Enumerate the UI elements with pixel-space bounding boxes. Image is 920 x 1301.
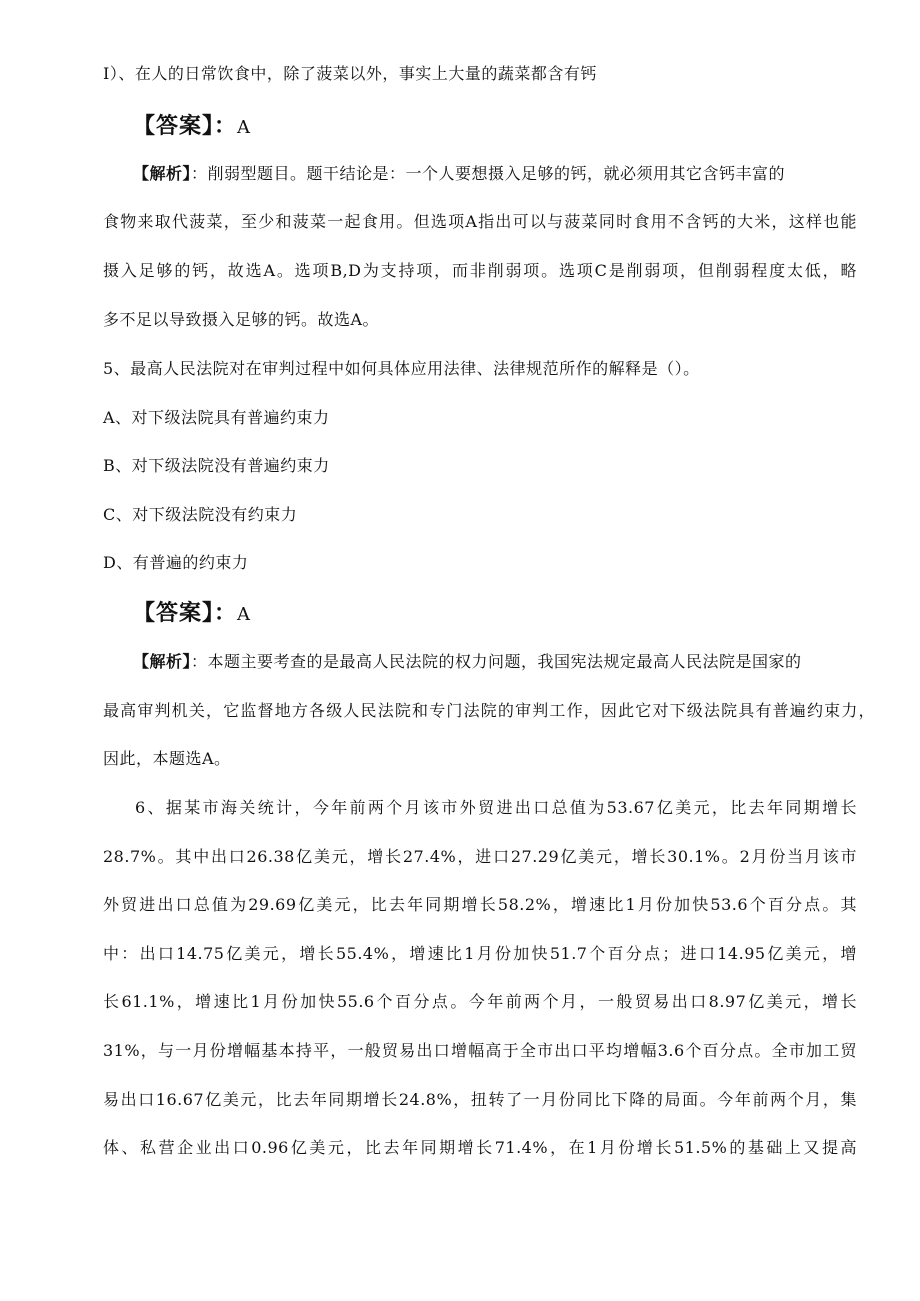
q4-answer-label: 【答案】 bbox=[133, 114, 215, 139]
q6-line-6 bbox=[103, 1039, 857, 1063]
q5-question: 5、最高人民法院对在审判过程中如何具体应用法律、法律规范所作的解释是（）。 bbox=[103, 359, 700, 378]
q4-analysis-line-1 bbox=[133, 162, 785, 186]
q4-answer-value: A bbox=[237, 117, 252, 138]
q6-line-3 bbox=[103, 893, 857, 917]
q5-option-b: B、对下级法院没有普遍约束力 bbox=[103, 456, 330, 475]
q5-answer-value: A bbox=[237, 604, 252, 625]
q5-analysis-tag: 【解析】 bbox=[133, 652, 192, 671]
q4-analysis-text-2: 食物来取代菠菜，至少和菠菜一起食用。但选项A指出可以与菠菜同时食用不含钙的大米，这样也能 bbox=[103, 212, 857, 231]
q4-analysis-line-2 bbox=[103, 210, 857, 234]
q6-text-6: 31%，与一月份增幅基本持平，一般贸易出口增幅高于全市出口平均增幅3.6个百分点。全市加工贸 bbox=[103, 1041, 857, 1060]
q4-analysis-text-1: ：削弱型题目。题干结论是：一个人要想摄入足够的钙，就必须用其它含钙丰富的 bbox=[191, 164, 786, 183]
q4-analysis-line-4: 多不足以导致摄入足够的钙。故选A。 bbox=[103, 310, 380, 329]
q5-analysis-line-2 bbox=[103, 699, 875, 723]
q4-analysis-tag: 【解析】 bbox=[133, 164, 192, 183]
q5-analysis-text-1: ：本题主要考查的是最高人民法院的权力问题，我国宪法规定最高人民法院是国家的 bbox=[191, 652, 802, 671]
q6-line-8 bbox=[103, 1136, 857, 1160]
q5-answer bbox=[133, 599, 251, 630]
q5-analysis-line-1 bbox=[133, 650, 802, 674]
q6-text-3: 外贸进出口总值为29.69亿美元，比去年同期增长58.2%，增速比1月份加快53.6个百分点。其 bbox=[103, 895, 857, 914]
q4-option-d: I）、在人的日常饮食中，除了菠菜以外，事实上大量的蔬菜都含有钙 bbox=[103, 64, 597, 83]
q6-line-5 bbox=[103, 990, 857, 1014]
q6-text-8: 体、私营企业出口0.96亿美元，比去年同期增长71.4%，在1月份增长51.5%的基础上又提高 bbox=[103, 1138, 857, 1157]
q4-analysis-text-3: 摄入足够的钙，故选A。选项B,D为支持项，而非削弱项。选项C是削弱项，但削弱程度太低，略 bbox=[103, 261, 857, 280]
q5-option-a: A、对下级法院具有普遍约束力 bbox=[103, 408, 330, 427]
q4-analysis-line-3 bbox=[103, 259, 857, 283]
q6-line-1 bbox=[135, 796, 857, 820]
q6-line-4 bbox=[103, 942, 857, 966]
q5-answer-label: 【答案】 bbox=[133, 601, 215, 626]
q5-analysis-line-3: 因此，本题选A。 bbox=[103, 749, 231, 768]
q4-answer-sep: ： bbox=[214, 114, 238, 139]
q6-text-1: 6、据某市海关统计，今年前两个月该市外贸进出口总值为53.67亿美元，比去年同期增长 bbox=[135, 798, 857, 817]
q6-line-2 bbox=[103, 845, 857, 869]
q5-answer-sep: ： bbox=[214, 601, 238, 626]
q6-text-2: 28.7%。其中出口26.38亿美元，增长27.4%，进口27.29亿美元，增长30.1%。2月份当月该市 bbox=[103, 847, 857, 866]
q6-line-7 bbox=[103, 1088, 857, 1112]
q6-text-5: 长61.1%，增速比1月份加快55.6个百分点。今年前两个月，一般贸易出口8.97亿美元，增长 bbox=[103, 992, 857, 1011]
q5-option-d: D、有普遍的约束力 bbox=[103, 553, 249, 572]
q6-text-7: 易出口16.67亿美元，比去年同期增长24.8%，扭转了一月份同比下降的局面。今年前两个月，集 bbox=[103, 1090, 857, 1109]
q4-answer bbox=[133, 112, 251, 143]
q6-text-4: 中：出口14.75亿美元，增长55.4%，增速比1月份加快51.7个百分点；进口14.95亿美元，增 bbox=[103, 944, 857, 963]
q5-option-c: C、对下级法院没有约束力 bbox=[103, 505, 298, 524]
q5-analysis-text-2: 最高审判机关，它监督地方各级人民法院和专门法院的审判工作，因此它对下级法院具有普遍约束力， bbox=[103, 701, 875, 720]
